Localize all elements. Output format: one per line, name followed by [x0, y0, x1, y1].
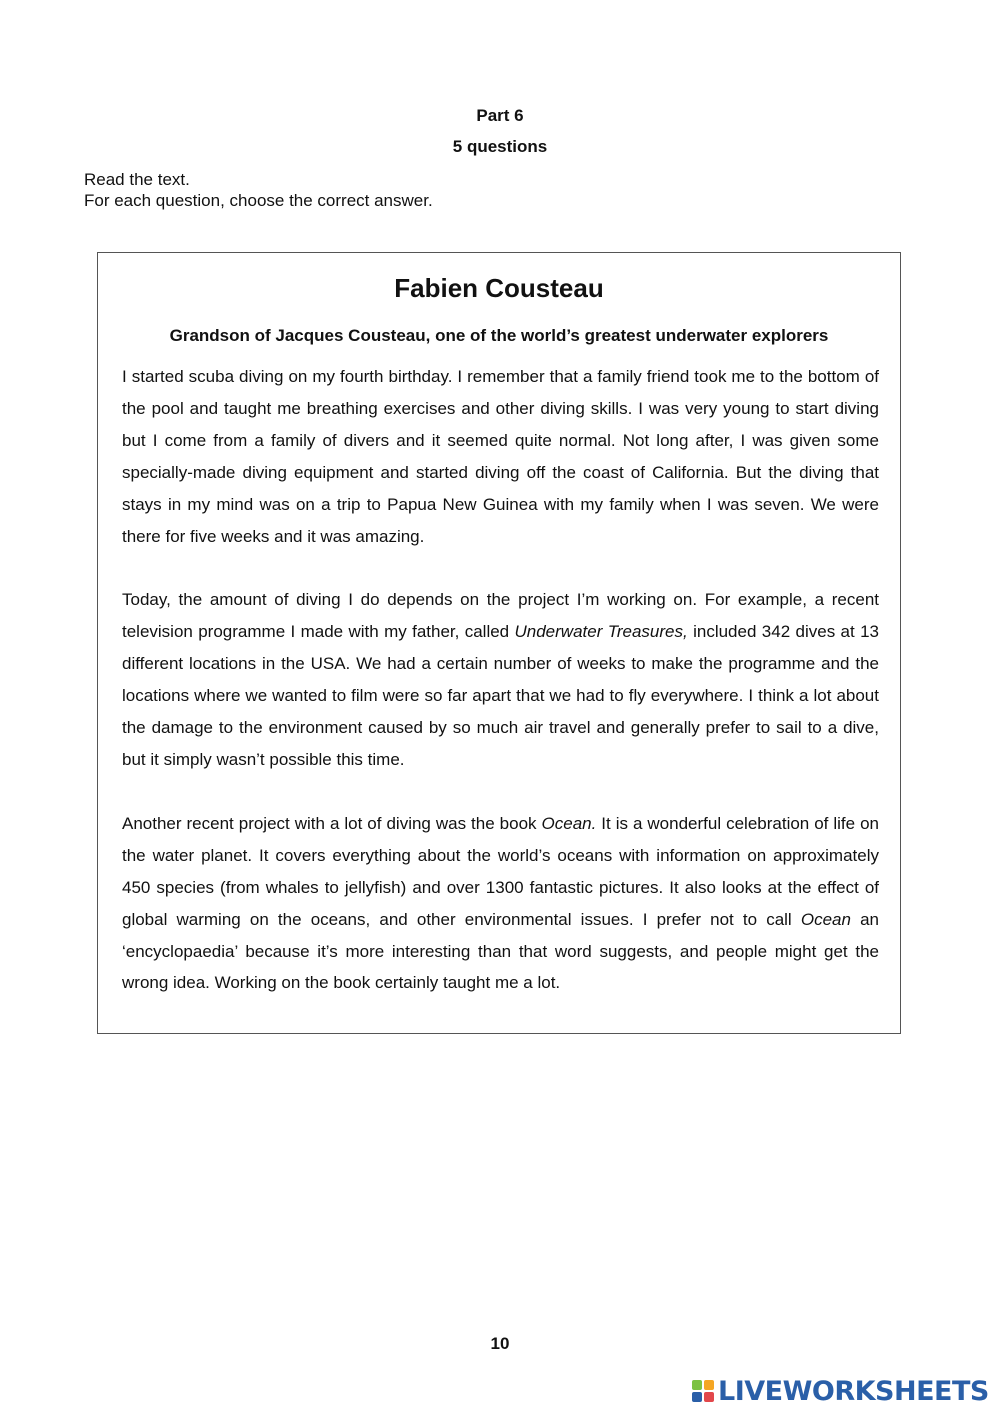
- question-count: 5 questions: [452, 137, 548, 156]
- paragraph-1: I started scuba diving on my fourth birthday. I remember that a family friend took me to the bottom of the pool and taught me breathing exercises and other diving skills. I was very young to start diving but I come from a family of divers and it seemed quite normal. Not long after, I was given some specially-made diving equipment and started diving off the coast of California. But the diving that stays in my mind was on a trip to Papua New Guinea with my family when I was seven. We were there for five weeks and it was amazing.: [122, 367, 879, 546]
- paragraph-3-text-b: It is a wonderful celebration of life on the water planet. It covers everything about the world’s oceans with information on approximately 450 species (from whales to jellyfish) and over 1300 fantastic pictures. It also looks at the effect of global warming on the oceans, and other environmental issues. I prefer not to call: [122, 813, 879, 929]
- programme-title: Underwater Treasures,: [514, 622, 688, 642]
- instruction-line-2: For each question, choose the correct answer.: [84, 191, 433, 210]
- paragraph-2-text-b: included 342 dives at 13 different locations in the USA. We had a certain number of weeks to make the programme and the locations where we wanted to film were so far apart that we had to fly everywhere. I think a lot about the damage to the environment caused by so much air travel and generally prefer to sail to a dive, but it simply wasn’t possible this time.: [122, 622, 879, 769]
- book-title-2: Ocean: [800, 909, 851, 929]
- page-number: 10: [490, 1334, 510, 1353]
- part-title: Part 6: [476, 106, 524, 125]
- paragraph-3: [122, 808, 879, 999]
- liveworksheets-logo: [692, 1374, 989, 1408]
- logo-text: LIVEWORKSHEETS: [718, 1375, 989, 1407]
- article-title: Fabien Cousteau: [394, 273, 604, 303]
- article-subtitle: Grandson of Jacques Cousteau, one of the world’s greatest underwater explorers: [169, 326, 829, 345]
- article-box: [97, 252, 901, 1034]
- instructions: [84, 169, 433, 211]
- book-title: Ocean.: [541, 813, 597, 833]
- paragraph-2: [122, 584, 879, 775]
- article-body: [122, 361, 879, 999]
- logo-square-red: [704, 1392, 714, 1402]
- instruction-line-1: Read the text.: [84, 170, 190, 189]
- logo-square-orange: [704, 1380, 714, 1390]
- paragraph-3-text-c: an ‘encyclopaedia’ because it’s more interesting than that word suggests, and people might get the wrong idea. Working on the book certainly taught me a lot.: [122, 909, 879, 993]
- logo-mark-icon: [692, 1380, 714, 1402]
- logo-square-green: [692, 1380, 702, 1390]
- paragraph-3-text-a: Another recent project with a lot of diving was the book: [122, 813, 542, 833]
- paragraph-2-text-a: Today, the amount of diving I do depends on the project I’m working on. For example, a recent television programme I made with my father, called: [122, 590, 879, 642]
- logo-square-blue: [692, 1392, 702, 1402]
